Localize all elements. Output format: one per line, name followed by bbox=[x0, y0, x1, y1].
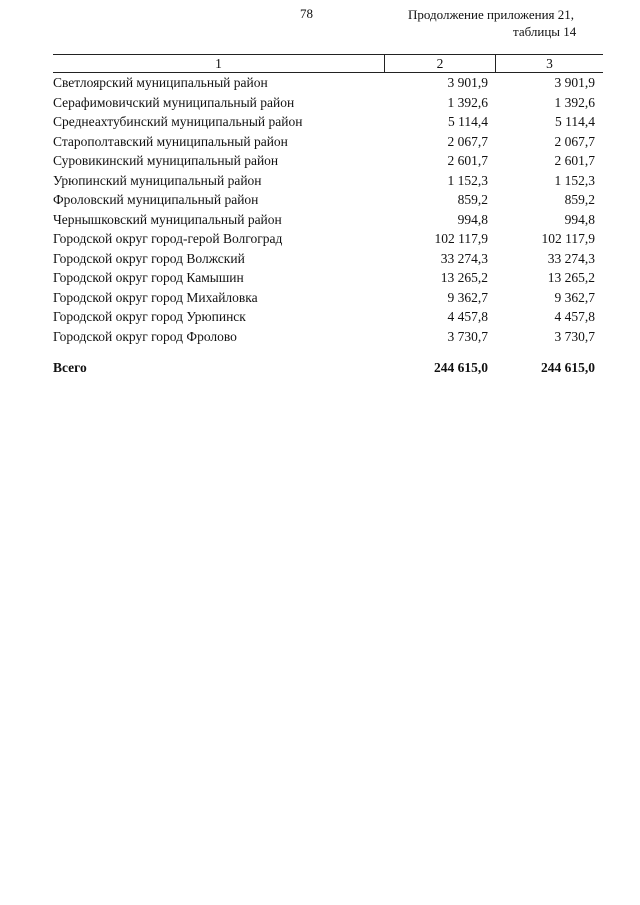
row-value-3: 5 114,4 bbox=[555, 114, 595, 129]
column-header-3: 3 bbox=[546, 56, 553, 71]
continuation-line-2: таблицы 14 bbox=[513, 24, 577, 39]
row-name: Старополтавский муниципальный район bbox=[53, 133, 288, 149]
row-value-2: 9 362,7 bbox=[447, 289, 488, 305]
continuation-line-1: Продолжение приложения 21, bbox=[408, 7, 575, 22]
table-row bbox=[53, 327, 603, 347]
total-value-2: 244 615,0 bbox=[434, 360, 488, 375]
table-row bbox=[53, 73, 603, 93]
row-value-2: 3 901,9 bbox=[447, 75, 488, 90]
row-value-3: 13 265,2 bbox=[547, 270, 595, 285]
row-value-3: 4 457,8 bbox=[554, 309, 595, 324]
row-name: Урюпинский муниципальный район bbox=[53, 172, 262, 188]
row-name: Городской округ город Камышин bbox=[53, 270, 244, 285]
row-value-2: 3 730,7 bbox=[447, 328, 488, 344]
page-number: 78 bbox=[300, 6, 313, 21]
table-row bbox=[53, 93, 603, 113]
row-name: Городской округ город Урюпинск bbox=[53, 309, 246, 324]
table-row bbox=[53, 229, 603, 249]
table-header bbox=[53, 54, 603, 73]
row-value-3: 3 730,7 bbox=[554, 328, 595, 344]
table-row bbox=[53, 151, 603, 171]
row-value-2: 2 601,7 bbox=[447, 153, 488, 168]
row-value-2: 994,8 bbox=[457, 211, 488, 227]
column-header-1: 1 bbox=[53, 55, 385, 72]
row-value-3: 994,8 bbox=[564, 211, 595, 227]
row-name: Суровикинский муниципальный район bbox=[53, 153, 279, 168]
row-value-2: 13 265,2 bbox=[440, 270, 488, 285]
row-name: Серафимовичский муниципальный район bbox=[53, 94, 295, 110]
row-value-2: 2 067,7 bbox=[447, 133, 488, 149]
row-value-3: 2 601,7 bbox=[554, 153, 595, 168]
total-row bbox=[53, 358, 603, 378]
table-row bbox=[53, 288, 603, 308]
continuation-note bbox=[408, 6, 576, 40]
table-row bbox=[53, 249, 603, 269]
row-value-3: 9 362,7 bbox=[554, 289, 595, 305]
row-name: Чернышковский муниципальный район bbox=[53, 211, 282, 227]
table-row bbox=[53, 112, 603, 132]
row-name: Городской округ город Фролово bbox=[53, 328, 237, 344]
table-row bbox=[53, 132, 603, 152]
row-value-3: 102 117,9 bbox=[541, 231, 595, 246]
row-value-3: 2 067,7 bbox=[554, 133, 595, 149]
row-name: Городской округ город-герой Волгоград bbox=[53, 231, 283, 246]
row-value-2: 33 274,3 bbox=[440, 250, 488, 266]
row-value-3: 859,2 bbox=[564, 192, 595, 207]
row-name: Среднеахтубинский муниципальный район bbox=[53, 114, 303, 129]
row-name: Городской округ город Михайловка bbox=[53, 289, 258, 305]
row-value-2: 4 457,8 bbox=[447, 309, 488, 324]
table-row bbox=[53, 210, 603, 230]
row-value-3: 3 901,9 bbox=[554, 75, 595, 90]
row-value-3: 1 392,6 bbox=[554, 94, 595, 110]
table-row bbox=[53, 307, 603, 327]
row-value-2: 1 392,6 bbox=[447, 94, 488, 110]
total-value-3: 244 615,0 bbox=[541, 360, 595, 375]
table-body bbox=[53, 73, 603, 346]
row-value-3: 33 274,3 bbox=[547, 250, 595, 266]
row-name: Светлоярский муниципальный район bbox=[53, 75, 268, 90]
data-table bbox=[53, 54, 603, 378]
table-row bbox=[53, 171, 603, 191]
row-name: Городской округ город Волжский bbox=[53, 250, 245, 266]
row-value-2: 5 114,4 bbox=[448, 114, 488, 129]
row-name: Фроловский муниципальный район bbox=[53, 192, 259, 207]
total-label: Всего bbox=[53, 360, 87, 375]
row-value-3: 1 152,3 bbox=[554, 172, 595, 188]
row-value-2: 1 152,3 bbox=[447, 172, 488, 188]
table-row bbox=[53, 190, 603, 210]
column-header-2: 2 bbox=[385, 55, 496, 72]
table-row bbox=[53, 268, 603, 288]
row-value-2: 859,2 bbox=[457, 192, 488, 207]
row-value-2: 102 117,9 bbox=[434, 231, 488, 246]
